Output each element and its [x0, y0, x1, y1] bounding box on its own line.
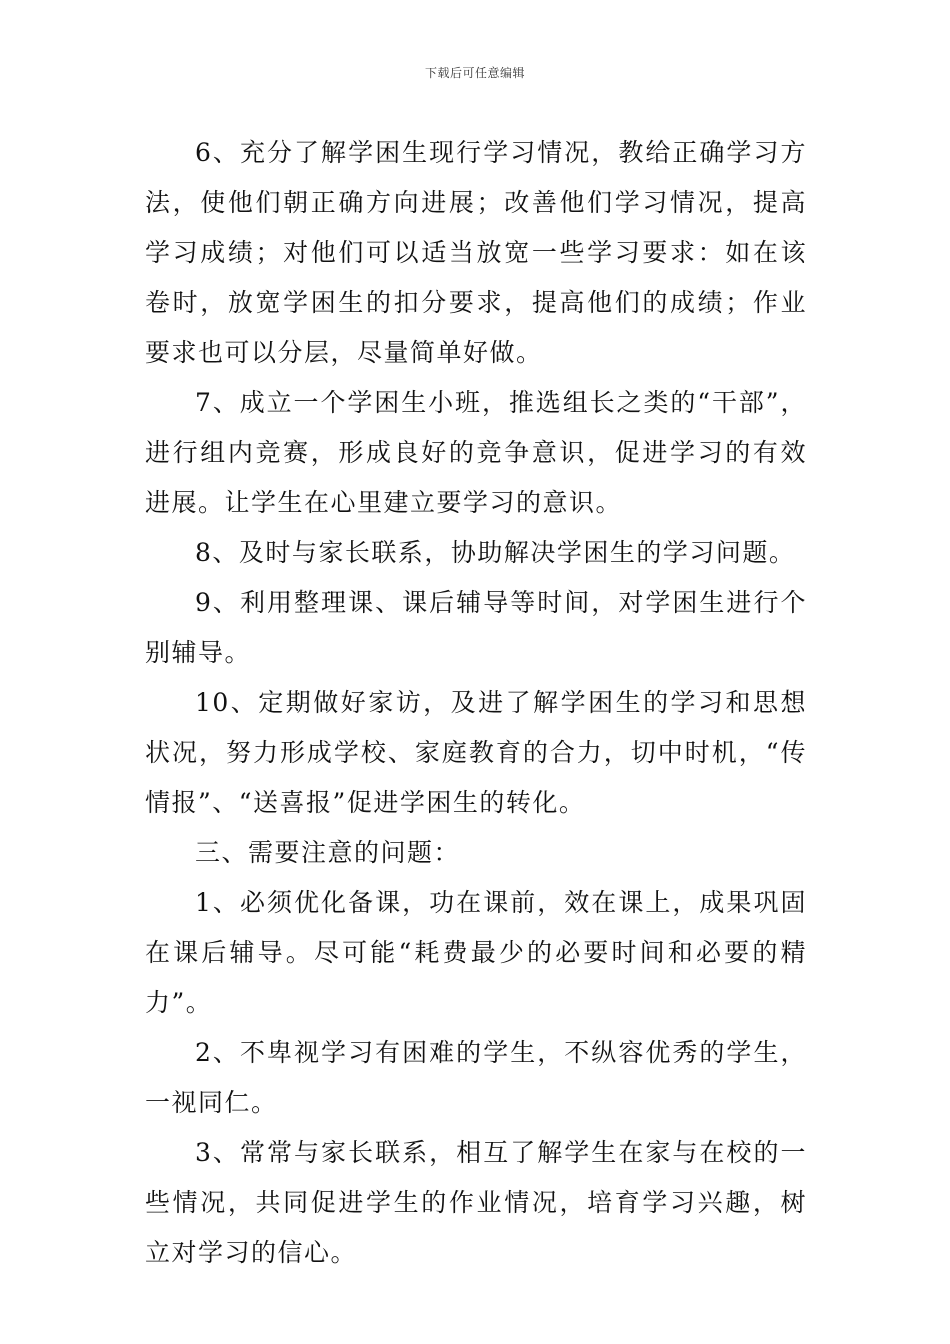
header-note: 下载后可任意编辑	[424, 66, 525, 80]
note-item-1: 1、必须优化备课，功在课前，效在课上，成果巩固在课后辅导。尽可能“耗费最少的必要时间和必要的精力”。	[145, 888, 807, 1017]
paragraph-item-7: 7、成立一个学困生小班，推选组长之类的“干部”，进行组内竞赛，形成良好的竞争意识，促进学习的有效进展。让学生在心里建立要学习的意识。	[145, 388, 807, 517]
note-item-3: 3、常常与家长联系，相互了解学生在家与在校的一些情况，共同促进学生的作业情况，培育学习兴趣，树立对学习的信心。	[145, 1138, 807, 1267]
paragraph-item-6: 6、充分了解学困生现行学习情况，教给正确学习方法，使他们朝正确方向进展；改善他们学习情况，提高学习成绩；对他们可以适当放宽一些学习要求：如在该卷时，放宽学困生的扣分要求，提高他们的成绩；作业要求也可以分层，尽量简单好做。	[145, 138, 807, 367]
section-heading-3: 三、需要注意的问题：	[195, 838, 461, 867]
note-item-2: 2、不卑视学习有困难的学生，不纵容优秀的学生，一视同仁。	[145, 1038, 807, 1117]
document-body	[145, 128, 807, 1278]
paragraph-item-9: 9、利用整理课、课后辅导等时间，对学困生进行个别辅导。	[145, 588, 807, 667]
paragraph-item-8: 8、及时与家长联系，协助解决学困生的学习问题。	[195, 538, 796, 567]
paragraph-item-10: 10、定期做好家访，及进了解学困生的学习和思想状况，努力形成学校、家庭教育的合力，切中时机，“传情报”、“送喜报”促进学困生的转化。	[145, 688, 807, 817]
